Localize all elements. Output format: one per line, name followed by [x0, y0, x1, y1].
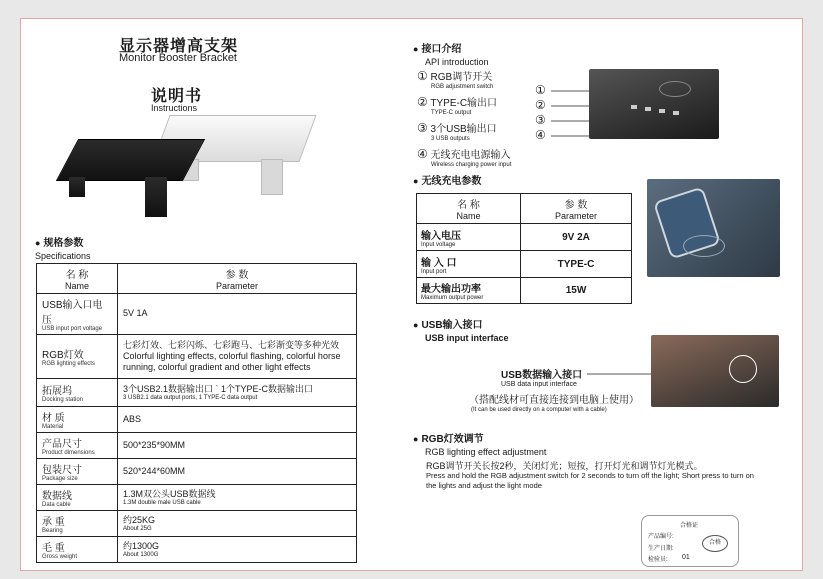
list-item: ② TYPE-C输出口 TYPE-C output [417, 95, 498, 116]
table-row: 最大输出功率 Maximum output power 15W [417, 278, 632, 304]
api-heading: ● 接口介绍 API introduction [413, 44, 489, 67]
table-row: 承 重 Bearing 约25KG About 25G [37, 511, 357, 537]
spec-header-row: 名 称 Name 参 数 Parameter [37, 264, 357, 294]
table-row: 毛 重 Gross weight 约1300G About 1300G [37, 537, 357, 563]
manual-cn: 说明书 [151, 88, 203, 105]
product-black-illustration [57, 139, 207, 229]
table-row: 包装尺寸 Package size 520*244*60MM [37, 459, 357, 485]
table-row: USB输入口电压 USB input port voltage 5V 1A [37, 294, 357, 335]
rgb-text-cn: RGB调节开关长按2秒，关闭灯光；短按，打开灯光和调节灯光模式。 [426, 461, 703, 471]
usb-note-cn: （搭配线材可直接连接到电脑上使用） [469, 395, 639, 406]
table-row: 数据线 Data cable 1.3M双公头USB数据线 1.3M double male USB cable [37, 485, 357, 511]
wireless-photo [647, 179, 780, 277]
rgb-heading: ● RGB灯效调节 RGB lighting effect adjustment [413, 434, 547, 457]
list-item: ③ 3个USB输出口 3 USB outputs [417, 121, 497, 142]
list-item: ④ 无线充电电源输入 Wireless charging power input [417, 147, 512, 168]
spec-heading: ● 规格参数 Specifications [35, 238, 91, 261]
api-photo [589, 69, 719, 139]
usb-note-en: (It can be used directly on a computer with a cable) [471, 407, 607, 413]
table-row: 材 质 Material ABS [37, 407, 357, 433]
rgb-text-en: Press and hold the RGB adjustment switch for 2 seconds to turn off the light; Short press to turn on the lights and adjust the light mode [426, 471, 754, 491]
list-item: ① RGB调节开关 RGB adjustment switch [417, 69, 494, 90]
api-callouts: ① ② ③ ④ [535, 83, 546, 142]
wireless-table [416, 193, 632, 304]
usb-heading: ● USB输入接口 USB input interface [413, 320, 509, 343]
wireless-heading: ● 无线充电参数 [413, 176, 482, 187]
table-row: RGB灯效 RGB lighting effects 七彩灯效、七彩闪烁、七彩跑马、七彩渐变等多种光效 Colorful lighting effects, colorful flashing, colorful horse running, colorful gradient and other light effects [37, 335, 357, 379]
manual-en: Instructions [151, 103, 198, 113]
usb-label: USB数据输入接口 USB data input interface [501, 370, 583, 388]
title-cn: 显示器增高支架 [119, 38, 239, 55]
instruction-sheet [20, 18, 803, 571]
certificate-card: 合格证 产品编号: 生产日期: 检验员: 01 合格 [641, 515, 739, 567]
title-en: Monitor Booster Bracket [119, 52, 237, 64]
table-row: 输 入 口 Input port TYPE-C [417, 251, 632, 278]
table-row: 产品尺寸 Product dimensions 500*235*90MM [37, 433, 357, 459]
table-row: 拓展坞 Docking station 3个USB2.1数据输出口 ˋ 1个TYPE-C数据输出口 3 USB2.1 data output ports, 1 TYPE-C data output [37, 379, 357, 407]
stamp: 合格 [702, 535, 728, 552]
usb-photo [651, 335, 779, 407]
table-row: 输入电压 Input voltage 9V 2A [417, 224, 632, 251]
spec-table [36, 263, 357, 563]
wireless-header-row: 名 称 Name 参 数 Parameter [417, 194, 632, 224]
